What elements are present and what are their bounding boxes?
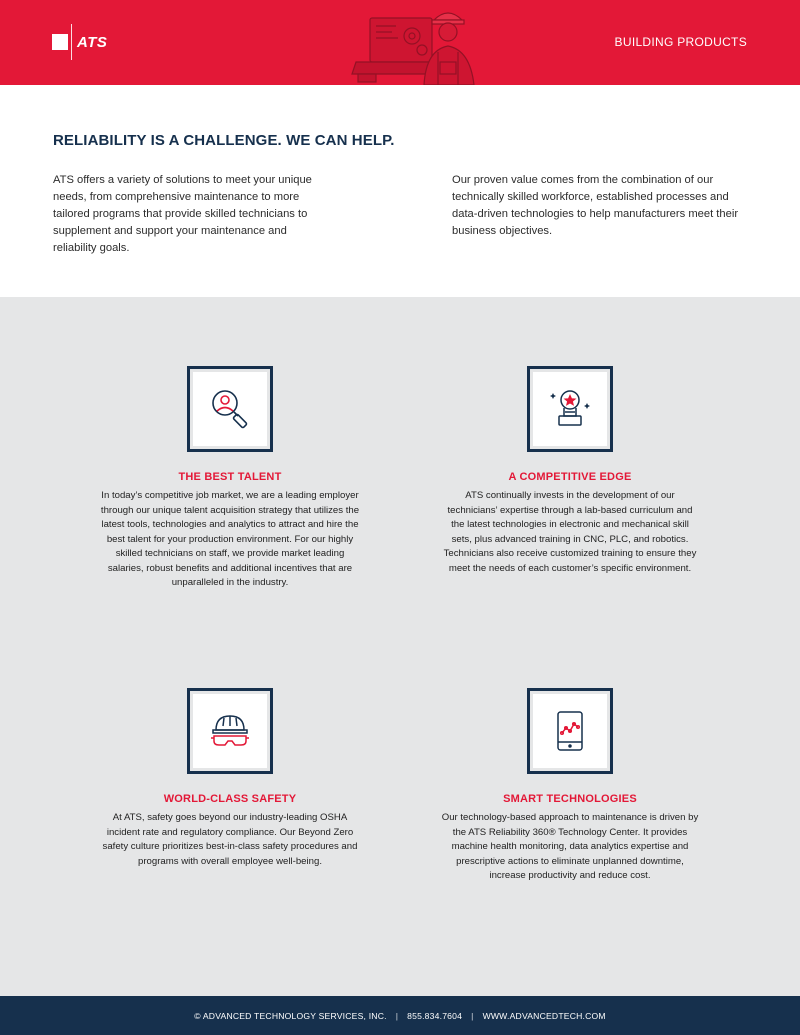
feature-title: THE BEST TALENT	[178, 471, 282, 483]
header-band	[0, 0, 800, 85]
feature-world-class-safety	[100, 688, 360, 869]
footer-website-link[interactable]: WWW.ADVANCEDTECH.COM	[482, 1010, 606, 1021]
hardhat-goggles-icon	[205, 706, 255, 756]
feature-best-talent	[100, 366, 360, 591]
feature-title: SMART TECHNOLOGIES	[503, 793, 637, 805]
logo-square-icon	[52, 34, 68, 50]
feature-body: At ATS, safety goes beyond our industry-leading OSHA incident rate and regulatory compliance. Our Beyond Zero safety culture prioritizes best-in-class safety procedures and programs with overall employee well-being.	[102, 812, 358, 867]
feature-competitive-edge	[440, 366, 700, 576]
footer-company: © ADVANCED TECHNOLOGY SERVICES, INC.	[194, 1010, 387, 1021]
icon-frame	[527, 688, 613, 774]
technician-illustration-icon	[350, 0, 486, 85]
intro-left-paragraph: ATS offers a variety of solutions to meet your unique needs, from comprehensive maintenance to more tailored programs that provide skilled technicians to supplement and support your maintenance and reliability goals.	[53, 174, 312, 254]
award-trophy-icon	[545, 384, 595, 434]
icon-frame	[187, 688, 273, 774]
feature-body: ATS continually invests in the development of our technicians’ expertise through a lab-based curriculum and the latest technologies in electronic and mechanical skill sets, plus advanced training in CNC, PLC, and robotics. Technicians also receive customized training to ensure they meet the needs of each customer’s specific environment.	[443, 490, 697, 574]
feature-title: WORLD-CLASS SAFETY	[163, 793, 297, 805]
feature-title: A COMPETITIVE EDGE	[508, 471, 632, 483]
magnifier-person-icon	[207, 386, 253, 432]
feature-body: In today’s competitive job market, we are a leading employer through our unique talent acquisition strategy that utilizes the latest tools, technologies and analytics to attract and hire the best talent for your production environment. For our highly skilled technicians on staff, we provide market leading salaries, robust benefits and additional incentives that are unparalleled in the industry.	[100, 490, 360, 588]
feature-body: Our technology-based approach to maintenance is driven by the ATS Reliability 360® Technology Center. It provides machine health monitoring, data analytics expertise and prescriptive actions to eliminate unplanned downtime, increase productivity and reduce cost.	[441, 812, 699, 881]
footer-phone[interactable]: 855.834.7604	[407, 1010, 463, 1021]
tablet-graph-icon	[545, 706, 595, 756]
footer	[0, 996, 800, 1035]
icon-frame	[527, 366, 613, 452]
footer-separator: |	[395, 1010, 399, 1021]
section-label: BUILDING PRODUCTS	[614, 35, 747, 49]
page-title: RELIABILITY IS A CHALLENGE. WE CAN HELP.	[53, 132, 395, 149]
intro-right-paragraph: Our proven value comes from the combination of our technically skilled workforce, established processes and data-driven technologies to help manufacturers meet their business objectives.	[452, 174, 739, 237]
footer-separator: |	[471, 1010, 474, 1021]
feature-smart-technologies	[440, 688, 700, 884]
icon-frame	[187, 366, 273, 452]
logo-text: ATS	[77, 33, 108, 51]
ats-logo[interactable]	[52, 24, 107, 60]
